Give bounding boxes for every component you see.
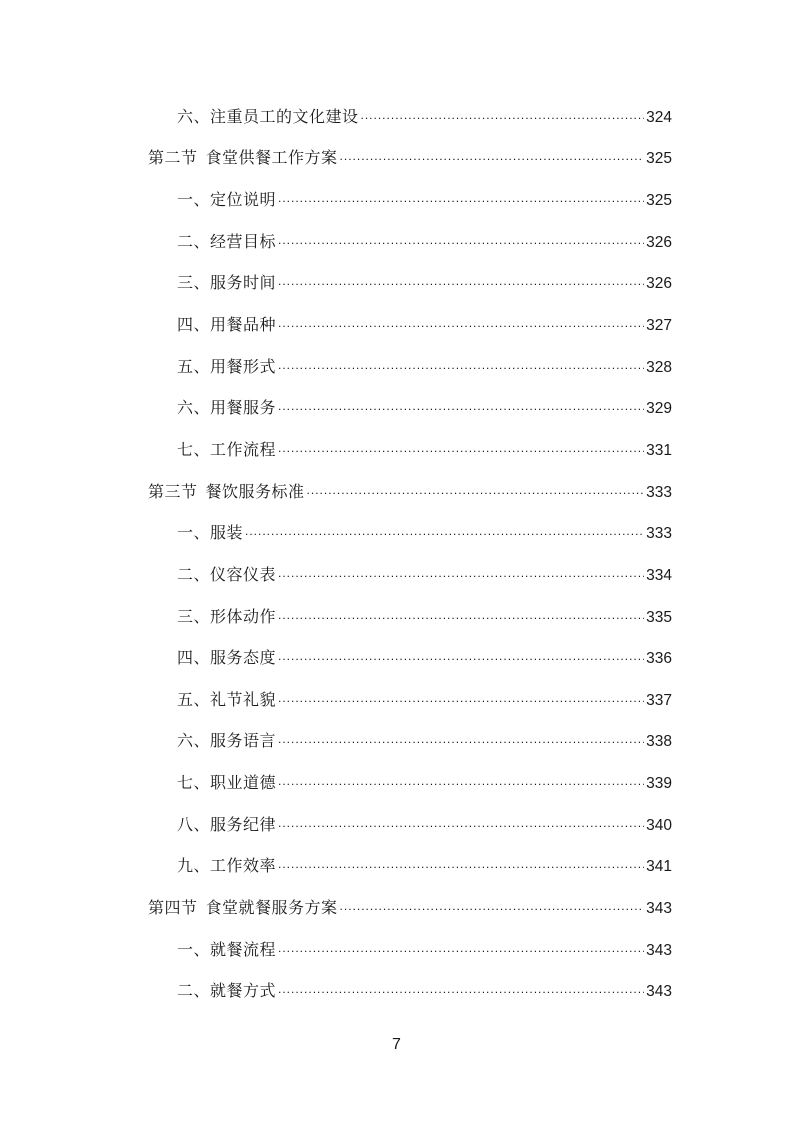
toc-section-title: 食堂就餐服务方案 [205,898,338,917]
toc-dot-leader [278,355,644,375]
toc-entry-page: 325 [646,150,672,167]
toc-entry-page: 333 [646,525,672,542]
toc-entry-label [148,148,338,168]
toc-entry[interactable] [177,523,672,544]
toc-entry-page: 341 [646,858,672,875]
toc-section-title: 食堂供餐工作方案 [205,148,338,167]
toc-entry-label: 四、用餐品种 [177,315,277,334]
toc-dot-leader [278,813,644,833]
toc-entry-label: 六、注重员工的文化建设 [177,107,359,126]
toc-entry-label: 一、定位说明 [177,190,277,209]
toc-entry-label: 三、形体动作 [177,607,277,626]
toc-entry[interactable] [177,648,672,669]
toc-entry-label: 一、就餐流程 [177,940,277,959]
toc-dot-leader [278,729,644,749]
toc-entry-page: 334 [646,567,672,584]
toc-entry[interactable] [148,482,672,503]
toc-dot-leader [361,105,645,125]
toc-entry[interactable] [148,898,672,919]
toc-dot-leader [278,688,644,708]
toc-entry-page: 326 [646,234,672,251]
toc-dot-leader [278,854,644,874]
toc-entry[interactable] [177,815,672,836]
page-number: 7 [392,1036,401,1053]
toc-dot-leader [340,146,645,166]
toc-entry-page: 339 [646,775,672,792]
toc-entry-page: 338 [646,733,672,750]
toc-dot-leader [278,938,644,958]
toc-entry-label: 二、就餐方式 [177,981,277,1000]
toc-entry-page: 333 [646,484,672,501]
toc-entry[interactable] [177,273,672,294]
toc-dot-leader [278,230,644,250]
toc-entry-label: 九、工作效率 [177,856,277,875]
toc-entry-page: 326 [646,275,672,292]
toc-entry-label: 六、服务语言 [177,731,277,750]
toc-entry-page: 335 [646,609,672,626]
toc-entry-page: 343 [646,942,672,959]
toc-entry-label: 八、服务纪律 [177,815,277,834]
toc-entry-page: 324 [646,109,672,126]
toc-dot-leader [278,979,644,999]
toc-entry-label: 二、经营目标 [177,232,277,251]
toc-section-prefix: 第三节 [148,482,198,501]
toc-entry[interactable] [177,232,672,253]
toc-dot-leader [340,896,645,916]
toc-entry-page: 331 [646,442,672,459]
toc-dot-leader [278,771,644,791]
toc-entry-page: 325 [646,192,672,209]
toc-entry-label: 四、服务态度 [177,648,277,667]
toc-entry-page: 328 [646,359,672,376]
toc-dot-leader [278,563,644,583]
toc-entry-label: 一、服装 [177,523,244,542]
toc-entry-page: 343 [646,983,672,1000]
toc-dot-leader [278,313,644,333]
toc-entry-label: 七、工作流程 [177,440,277,459]
toc-entry-label [148,482,305,502]
toc-entry[interactable] [177,940,672,961]
toc-entry[interactable] [177,357,672,378]
toc-entry-label: 五、用餐形式 [177,357,277,376]
toc-entry-page: 336 [646,650,672,667]
toc-entry-label: 五、礼节礼貌 [177,690,277,709]
toc-entry[interactable] [177,190,672,211]
toc-entry[interactable] [177,981,672,1002]
toc-dot-leader [278,605,644,625]
toc-entry-page: 343 [646,900,672,917]
toc-entry[interactable] [177,107,672,128]
toc-entry[interactable] [177,440,672,461]
toc-entry[interactable] [177,315,672,336]
toc-entry[interactable] [177,856,672,877]
toc-dot-leader [278,188,644,208]
toc-entry[interactable] [177,565,672,586]
toc-dot-leader [245,521,644,541]
toc-entry[interactable] [177,398,672,419]
toc-entry-label [148,898,338,918]
toc-dot-leader [278,396,644,416]
toc-entry-page: 329 [646,400,672,417]
toc-dot-leader [278,646,644,666]
toc-section-title: 餐饮服务标准 [205,482,305,501]
toc-dot-leader [278,438,644,458]
toc-entry[interactable] [148,148,672,169]
toc-dot-leader [278,271,644,291]
toc-entry-label: 二、仪容仪表 [177,565,277,584]
toc-entry-label: 七、职业道德 [177,773,277,792]
toc-entry-page: 337 [646,692,672,709]
toc-entry[interactable] [177,690,672,711]
toc-entry-label: 六、用餐服务 [177,398,277,417]
toc-entry[interactable] [177,607,672,628]
toc-section-prefix: 第四节 [148,898,198,917]
toc-entry-label: 三、服务时间 [177,273,277,292]
toc-entry-page: 340 [646,817,672,834]
toc-dot-leader [307,480,645,500]
toc-entry-page: 327 [646,317,672,334]
toc-entry[interactable] [177,731,672,752]
toc-entry[interactable] [177,773,672,794]
toc-section-prefix: 第二节 [148,148,198,167]
